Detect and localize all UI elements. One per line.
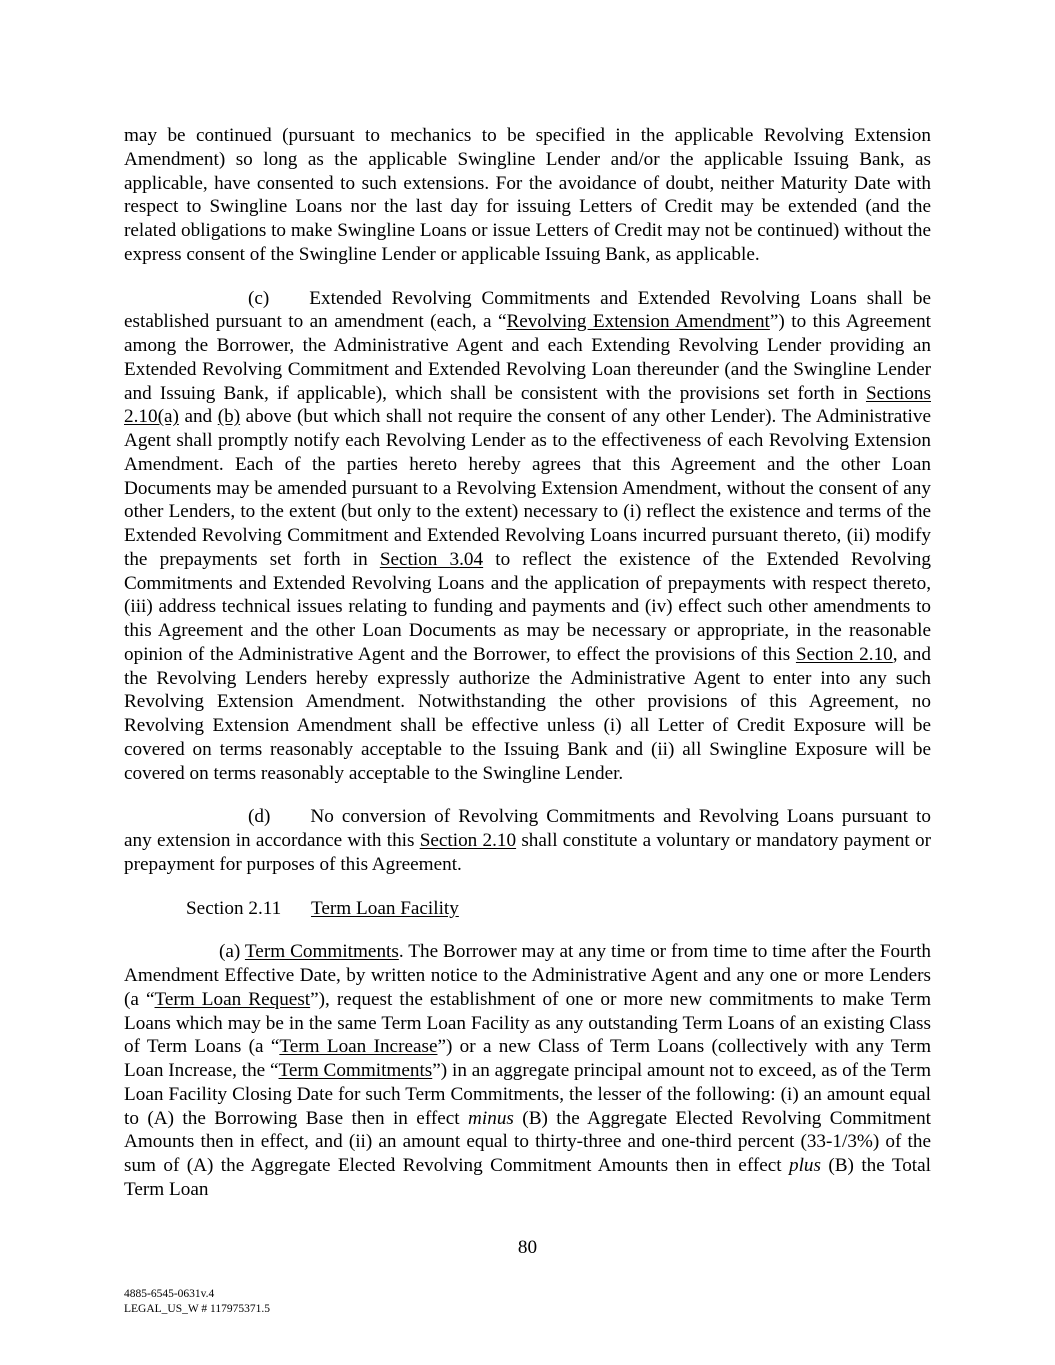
cross-reference-section-2-10: Section 2.10: [795, 643, 893, 665]
defined-term-term-commitments: Term Commitments: [244, 941, 399, 963]
document-page: [124, 124, 931, 1202]
defined-term-term-loan-increase: Term Loan Increase: [279, 1036, 438, 1058]
defined-term-term-commitments-2: Term Commitments: [278, 1060, 433, 1081]
defined-term-revolving-extension-amendment: Revolving Extension Amendment: [506, 311, 770, 333]
paragraph-continued: may be continued (pursuant to mechanics to be specified in the applicable Revolving Extension Amendment) so long as the applicable Swingline Lender and/or the applicable Issuing Bank, as applicable, have consented to such extensions. For the avoidance of doubt, neither Maturity Date with respect to Swingline Loans nor the last day for issuing Letters of Credit may be extended (and the related obligations to make Swingline Loans or issue Letters of Credit may not be continued) without the express consent of the Swingline Lender or applicable Issuing Bank, as applicable.: [124, 125, 931, 265]
section-number: Section 2.11: [186, 897, 282, 919]
section-title: Term Loan Facility: [311, 897, 459, 919]
cross-reference-sections-2-10a: Sections 2.10(a): [124, 382, 931, 428]
paragraph-d: (d) No conversion of Revolving Commitments and Revolving Loans pursuant to any extension in accordance with this Section 2.10 shall constitute a voluntary or mandatory payment or prepayment for purposes of this Agreement.: [124, 806, 931, 875]
paragraph-c-label: (c): [248, 287, 270, 309]
page-number: 80: [517, 1237, 538, 1258]
cross-reference-section-3-04: Section 3.04: [379, 548, 484, 570]
paragraph-a: (a) Term Commitments. The Borrower may at any time or from time to time after the Fourth Amendment Effective Date, by written notice to the Administrative Agent and any one or more Lenders (a “Term Loan Request”), request the establishment of one or more new commitments to make Term Loans which may be in the same Term Loan Facility as any outstanding Term Loans of an existing Class of Term Loans (a “Term Loan Increase”) or a new Class of Term Loans (collectively with any Term Loan Increase, the “Term Commitments”) in an aggregate principal amount not to exceed, as of the Term Loan Facility Closing Date for such Term Commitments, the lesser of the following: (i) an amount equal to (A) the Borrowing Base then in effect minus (B) the Aggregate Elected Revolving Commitment Amounts then in effect, and (ii) an amount equal to thirty-three and one-third percent (33-1/3%) of the sum of (A) the Aggregate Elected Revolving Commitment Amounts then in effect plus (B) the Total Term Loan: [124, 941, 932, 1200]
italic-plus: plus: [788, 1155, 821, 1176]
cross-reference-b: (b): [217, 406, 241, 428]
cross-reference-section-2-10: Section 2.10: [419, 830, 517, 851]
document-footer: [124, 1287, 270, 1317]
footer-doc-id: 4885-6545-0631v.4: [124, 1288, 215, 1300]
defined-term-term-loan-request: Term Loan Request: [154, 988, 311, 1010]
section-heading: [186, 897, 931, 921]
italic-minus: minus: [468, 1107, 514, 1129]
paragraph-c: (c) Extended Revolving Commitments and Extended Revolving Loans shall be established pursuant to an amendment (each, a “Revolving Extension Amendment”) to this Agreement among the Borrower, the Administrative Agent and each Extending Revolving Lender providing an Extended Revolving Commitment and Extended Revolving Loan thereunder (and the Swingline Lender and Issuing Bank, if applicable), which shall be consistent with the provisions set forth in Sections 2.10(a) and (b) above (but which shall not require the consent of any other Lender). The Administrative Agent shall promptly notify each Revolving Lender as to the effectiveness of each Revolving Extension Amendment. Each of the parties hereto hereby agrees that this Agreement and the other Loan Documents may be amended pursuant to a Revolving Extension Amendment, without the consent of any other Lenders, to the extent (but only to the extent) necessary to (i) reflect the existence and terms of the Extended Revolving Commitment and Extended Revolving Loans incurred pursuant thereto, (ii) modify the prepayments set forth in Section 3.04 to reflect the existence of the Extended Revolving Commitments and Extended Revolving Loans and the application of prepayments with respect thereto, (iii) address technical issues relating to funding and payments and (iv) effect such other amendments to this Agreement and the other Loan Documents as may be necessary or appropriate, in the reasonable opinion of the Administrative Agent and the Borrower, to effect the provisions of this Section 2.10, and the Revolving Lenders hereby expressly authorize the Administrative Agent to enter into any such Revolving Extension Amendment. Notwithstanding the other provisions of this Agreement, no Revolving Extension Amendment shall be effective unless (i) all Letter of Credit Exposure will be covered on terms reasonably acceptable to the Issuing Bank and (ii) all Swingline Exposure will be covered on terms reasonably acceptable to the Swingline Lender.: [124, 287, 932, 784]
paragraph-d-label: (d): [248, 806, 271, 828]
footer-legal-id: LEGAL_US_W # 117975371.5: [124, 1303, 270, 1315]
paragraph-a-label: (a): [219, 941, 241, 963]
